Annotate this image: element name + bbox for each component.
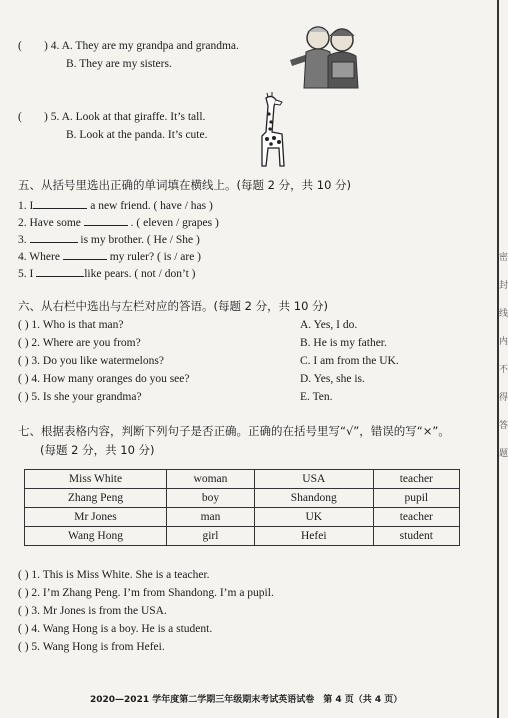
s6-answer-a: A. Yes, I do. (300, 319, 358, 331)
binding-line (497, 0, 499, 718)
s6-answer-b: B. He is my father. (300, 337, 387, 349)
s7-statement-4: ( ) 4. Wang Hong is a boy. He is a student. (18, 623, 213, 635)
s5-item-4: 4. Where my ruler? ( is / are ) (18, 248, 201, 264)
s6-answer-c: C. I am from the UK. (300, 355, 399, 367)
s6-question-4: ( ) 4. How many oranges do you see? (18, 373, 190, 385)
s6-question-3: ( ) 3. Do you like watermelons? (18, 355, 164, 367)
table-cell: Wang Hong (25, 527, 167, 546)
s6-question-5: ( ) 5. Is she your grandma? (18, 391, 142, 403)
info-table (24, 469, 460, 546)
s7-statement-2: ( ) 2. I’m Zhang Peng. I’m from Shandong. I’m a pupil. (18, 587, 274, 599)
q4-option-a: ) 4. A. They are my grandpa and grandma. (44, 40, 239, 52)
s5-item-1: 1. I a new friend. ( have / has ) (18, 197, 213, 213)
s5-item-5: 5. I like pears. ( not / don’t ) (18, 265, 195, 281)
s6-answer-e: E. Ten. (300, 391, 333, 403)
table-cell: Miss White (25, 470, 167, 489)
side-char: 不 (499, 365, 508, 375)
section7-subtitle: (每题 2 分，共 10 分) (40, 443, 155, 457)
table-cell: woman (167, 470, 255, 489)
table-cell: teacher (373, 508, 459, 527)
side-char: 答 (499, 421, 508, 431)
table-row (25, 527, 460, 546)
page-footer: 2020—2021 学年度第二学期三年级期末考试英语试卷 第 4 页（共 4 页） (90, 695, 403, 705)
s7-statement-3: ( ) 3. Mr Jones is from the USA. (18, 605, 167, 617)
side-char: 密 (499, 253, 508, 263)
table-cell: Mr Jones (25, 508, 167, 527)
table-cell: man (167, 508, 255, 527)
side-char: 线 (499, 309, 508, 319)
s6-question-1: ( ) 1. Who is that man? (18, 319, 124, 331)
s6-question-2: ( ) 2. Where are you from? (18, 337, 141, 349)
side-char: 题 (499, 449, 508, 459)
q5-option-a: ) 5. A. Look at that giraffe. It’s tall. (44, 111, 206, 123)
s6-answer-d: D. Yes, she is. (300, 373, 365, 385)
table-cell: Zhang Peng (25, 489, 167, 508)
q5-option-b: B. Look at the panda. It’s cute. (66, 129, 208, 141)
side-char: 封 (499, 281, 508, 291)
s5-item-3: 3. is my brother. ( He / She ) (18, 231, 200, 247)
q5-paren: ( (18, 111, 22, 123)
table-cell: Shandong (254, 489, 373, 508)
table-cell: teacher (373, 470, 459, 489)
side-char: 得 (499, 393, 508, 403)
table-row (25, 489, 460, 508)
side-char: 内 (499, 337, 508, 347)
table-cell: USA (254, 470, 373, 489)
s7-statement-1: ( ) 1. This is Miss White. She is a teacher. (18, 569, 210, 581)
elderly-couple-icon (288, 18, 368, 90)
table-row (25, 470, 460, 489)
section5-title: 五、从括号里选出正确的单词填在横线上。(每题 2 分，共 10 分) (18, 178, 352, 192)
giraffe-icon (252, 92, 292, 168)
table-cell: pupil (373, 489, 459, 508)
table-cell: boy (167, 489, 255, 508)
q4-paren: ( (18, 40, 22, 52)
table-cell: UK (254, 508, 373, 527)
table-row (25, 508, 460, 527)
table-cell: girl (167, 527, 255, 546)
s5-item-2: 2. Have some . ( eleven / grapes ) (18, 214, 219, 230)
section6-title: 六、从右栏中选出与左栏对应的答语。(每题 2 分，共 10 分) (18, 299, 329, 313)
s7-statement-5: ( ) 5. Wang Hong is from Hefei. (18, 641, 165, 653)
q4-option-b: B. They are my sisters. (66, 58, 172, 70)
section7-title: 七、根据表格内容，判断下列句子是否正确。正确的在括号里写“√”，错误的写“×”。 (18, 424, 450, 438)
table-cell: student (373, 527, 459, 546)
table-cell: Hefei (254, 527, 373, 546)
